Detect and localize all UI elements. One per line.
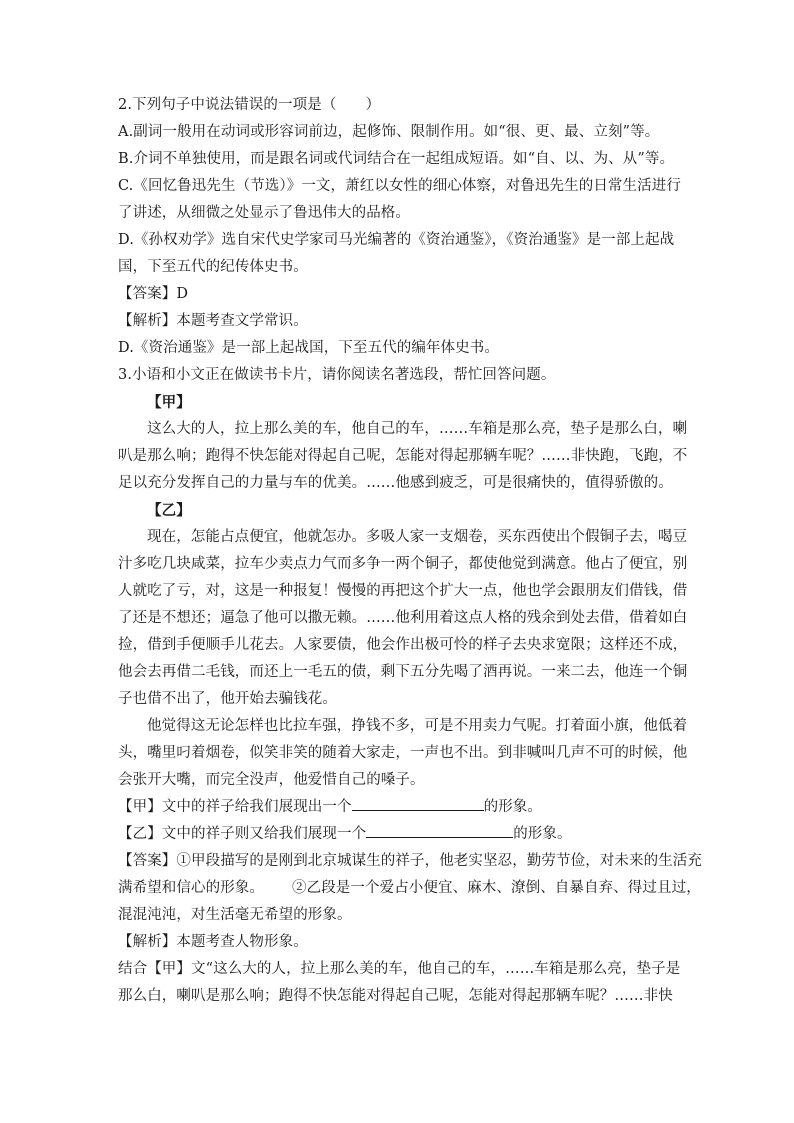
q2-analysis-title: 【解析】本题考查文学常识。 (118, 313, 308, 329)
q2-option-d-line-1: D.《孙权劝学》选自宋代史学家司马光编著的《资治通鉴》，《资治通鉴》是一部上起战 (118, 232, 675, 248)
q2-option-a: A.副词一般用在动词或形容词前边，起修饰、限制作用。如“很、更、最、立刻”等。 (118, 124, 660, 140)
q2-stem: 2.下列句子中说法错误的一项是（ ） (118, 97, 381, 113)
q2-option-d-line-2: 国，下至五代的纪传体史书。 (118, 259, 308, 275)
q3-yi2-line: 头，嘴里叼着烟卷，似笑非笑的随着大家走，一声也不出。到非喊叫几声不可的时候，他 (118, 745, 688, 761)
q2-option-c-line-2: 了讲述，从细微之处显示了鲁迅伟大的品格。 (118, 205, 410, 221)
q3-answer-line-1: 【答案】①甲段描写的是刚到北京城谋生的祥子，他老实坚忍，勤劳节俭，对未来的生活充 (118, 853, 702, 869)
q3-yi-line: 捡，借到手便顺手儿花去。人家要债，他会作出极可怜的样子去央求宽限；这样还不成， (118, 637, 688, 653)
q3-jia-heading: 【甲】 (147, 394, 191, 411)
q3-jia-line: 叭是那么响；跑得不快怎能对得起自己呢，怎能对得起那辆车呢？……非快跑，飞跑，不 (118, 448, 688, 464)
q3-yi-heading: 【乙】 (147, 502, 191, 519)
q3-yi-line: 人就吃了亏，对，这是一种报复！慢慢的再把这个扩大一点，他也学会跟朋友们借钱，借 (118, 583, 688, 599)
q3-yi2-line: 他觉得这无论怎样也比拉车强，挣钱不多，可是不用卖力气呢。打着面小旗，他低着 (147, 718, 688, 734)
q3-yi-line: 了还是不想还；逼急了他可以撒无赖。……他利用着这点人格的残余到处去借，借着如白 (118, 610, 688, 626)
q3-analysis-line-2: 那么白，喇叭是那么响；跑得不快怎能对得起自己呢，怎能对得起那辆车呢？……非快 (118, 988, 673, 1004)
q3-yi-line: 汁多吃几块咸菜，拉车少卖点力气而多争一两个铜子，都使他觉到满意。他占了便宜，别 (118, 556, 688, 572)
q2-answer: 【答案】D (118, 286, 189, 302)
q3-answer-part-1: 满希望和信心的形象。 (118, 880, 264, 896)
document-page (118, 92, 702, 1010)
q3-fill-b-blank (366, 823, 513, 838)
q3-answer-part-2: ②乙段是一个爱占小便宜、麻木、潦倒、自暴自弃、得过且过， (292, 880, 701, 896)
q3-jia-line: 足以充分发挥自己的力量与车的优美。……他感到疲乏，可是很痛快的，值得骄傲的。 (118, 475, 673, 491)
q3-fill-b (118, 821, 678, 848)
q3-jia-line: 这么大的人，拉上那么美的车，他自己的车，……车箱是那么亮，垫子是那么白，喇 (147, 421, 688, 437)
q3-yi-line: 现在，怎能占点便宜，他就怎办。多吸人家一支烟卷，买东西使出个假铜子去，喝豆 (147, 529, 688, 545)
q2-option-b: B.介词不单独使用，而是跟名词或代词结合在一起组成短语。如“自、以、为、从”等。 (118, 151, 675, 167)
q3-fill-a-prefix: 【甲】文中的祥子给我们展现出一个 (118, 799, 352, 815)
q3-yi2-line: 会张开大嘴，而完全没声，他爱惜自己的嗓子。 (118, 772, 425, 788)
q2-analysis-body: D.《资治通鉴》是一部上起战国，下至五代的编年体史书。 (118, 340, 499, 356)
q3-fill-b-suffix: 的形象。 (513, 826, 572, 842)
q3-fill-a-blank (352, 796, 484, 811)
q3-fill-a-suffix: 的形象。 (483, 799, 543, 815)
q3-stem: 3.小语和小文正在做读书卡片，请你阅读名著选段，帮忙回答问题。 (118, 367, 556, 383)
q3-answer-line-2 (118, 875, 701, 902)
q3-answer-line-3: 混混沌沌，对生活毫无希望的形象。 (118, 907, 352, 923)
q3-fill-a (118, 794, 678, 821)
q3-fill-b-prefix: 【乙】文中的祥子则又给我们展现一个 (118, 826, 367, 842)
q2-option-c-line-1: C.《回忆鲁迅先生（节选）》一文，萧红以女性的细心体察，对鲁迅先生的日常生活进行 (118, 178, 681, 194)
q3-yi-line: 子也借不出了，他开始去骗钱花。 (118, 691, 337, 707)
q3-analysis-line-1: 结合【甲】文“这么大的人，拉上那么美的车，他自己的车，……车箱是那么亮，垫子是 (118, 961, 681, 977)
q3-analysis-title: 【解析】本题考查人物形象。 (118, 934, 308, 950)
q3-yi-line: 他会去再借二毛钱，而还上一毛五的债，剩下五分先喝了酒再说。一来二去，他连一个铜 (118, 664, 688, 680)
